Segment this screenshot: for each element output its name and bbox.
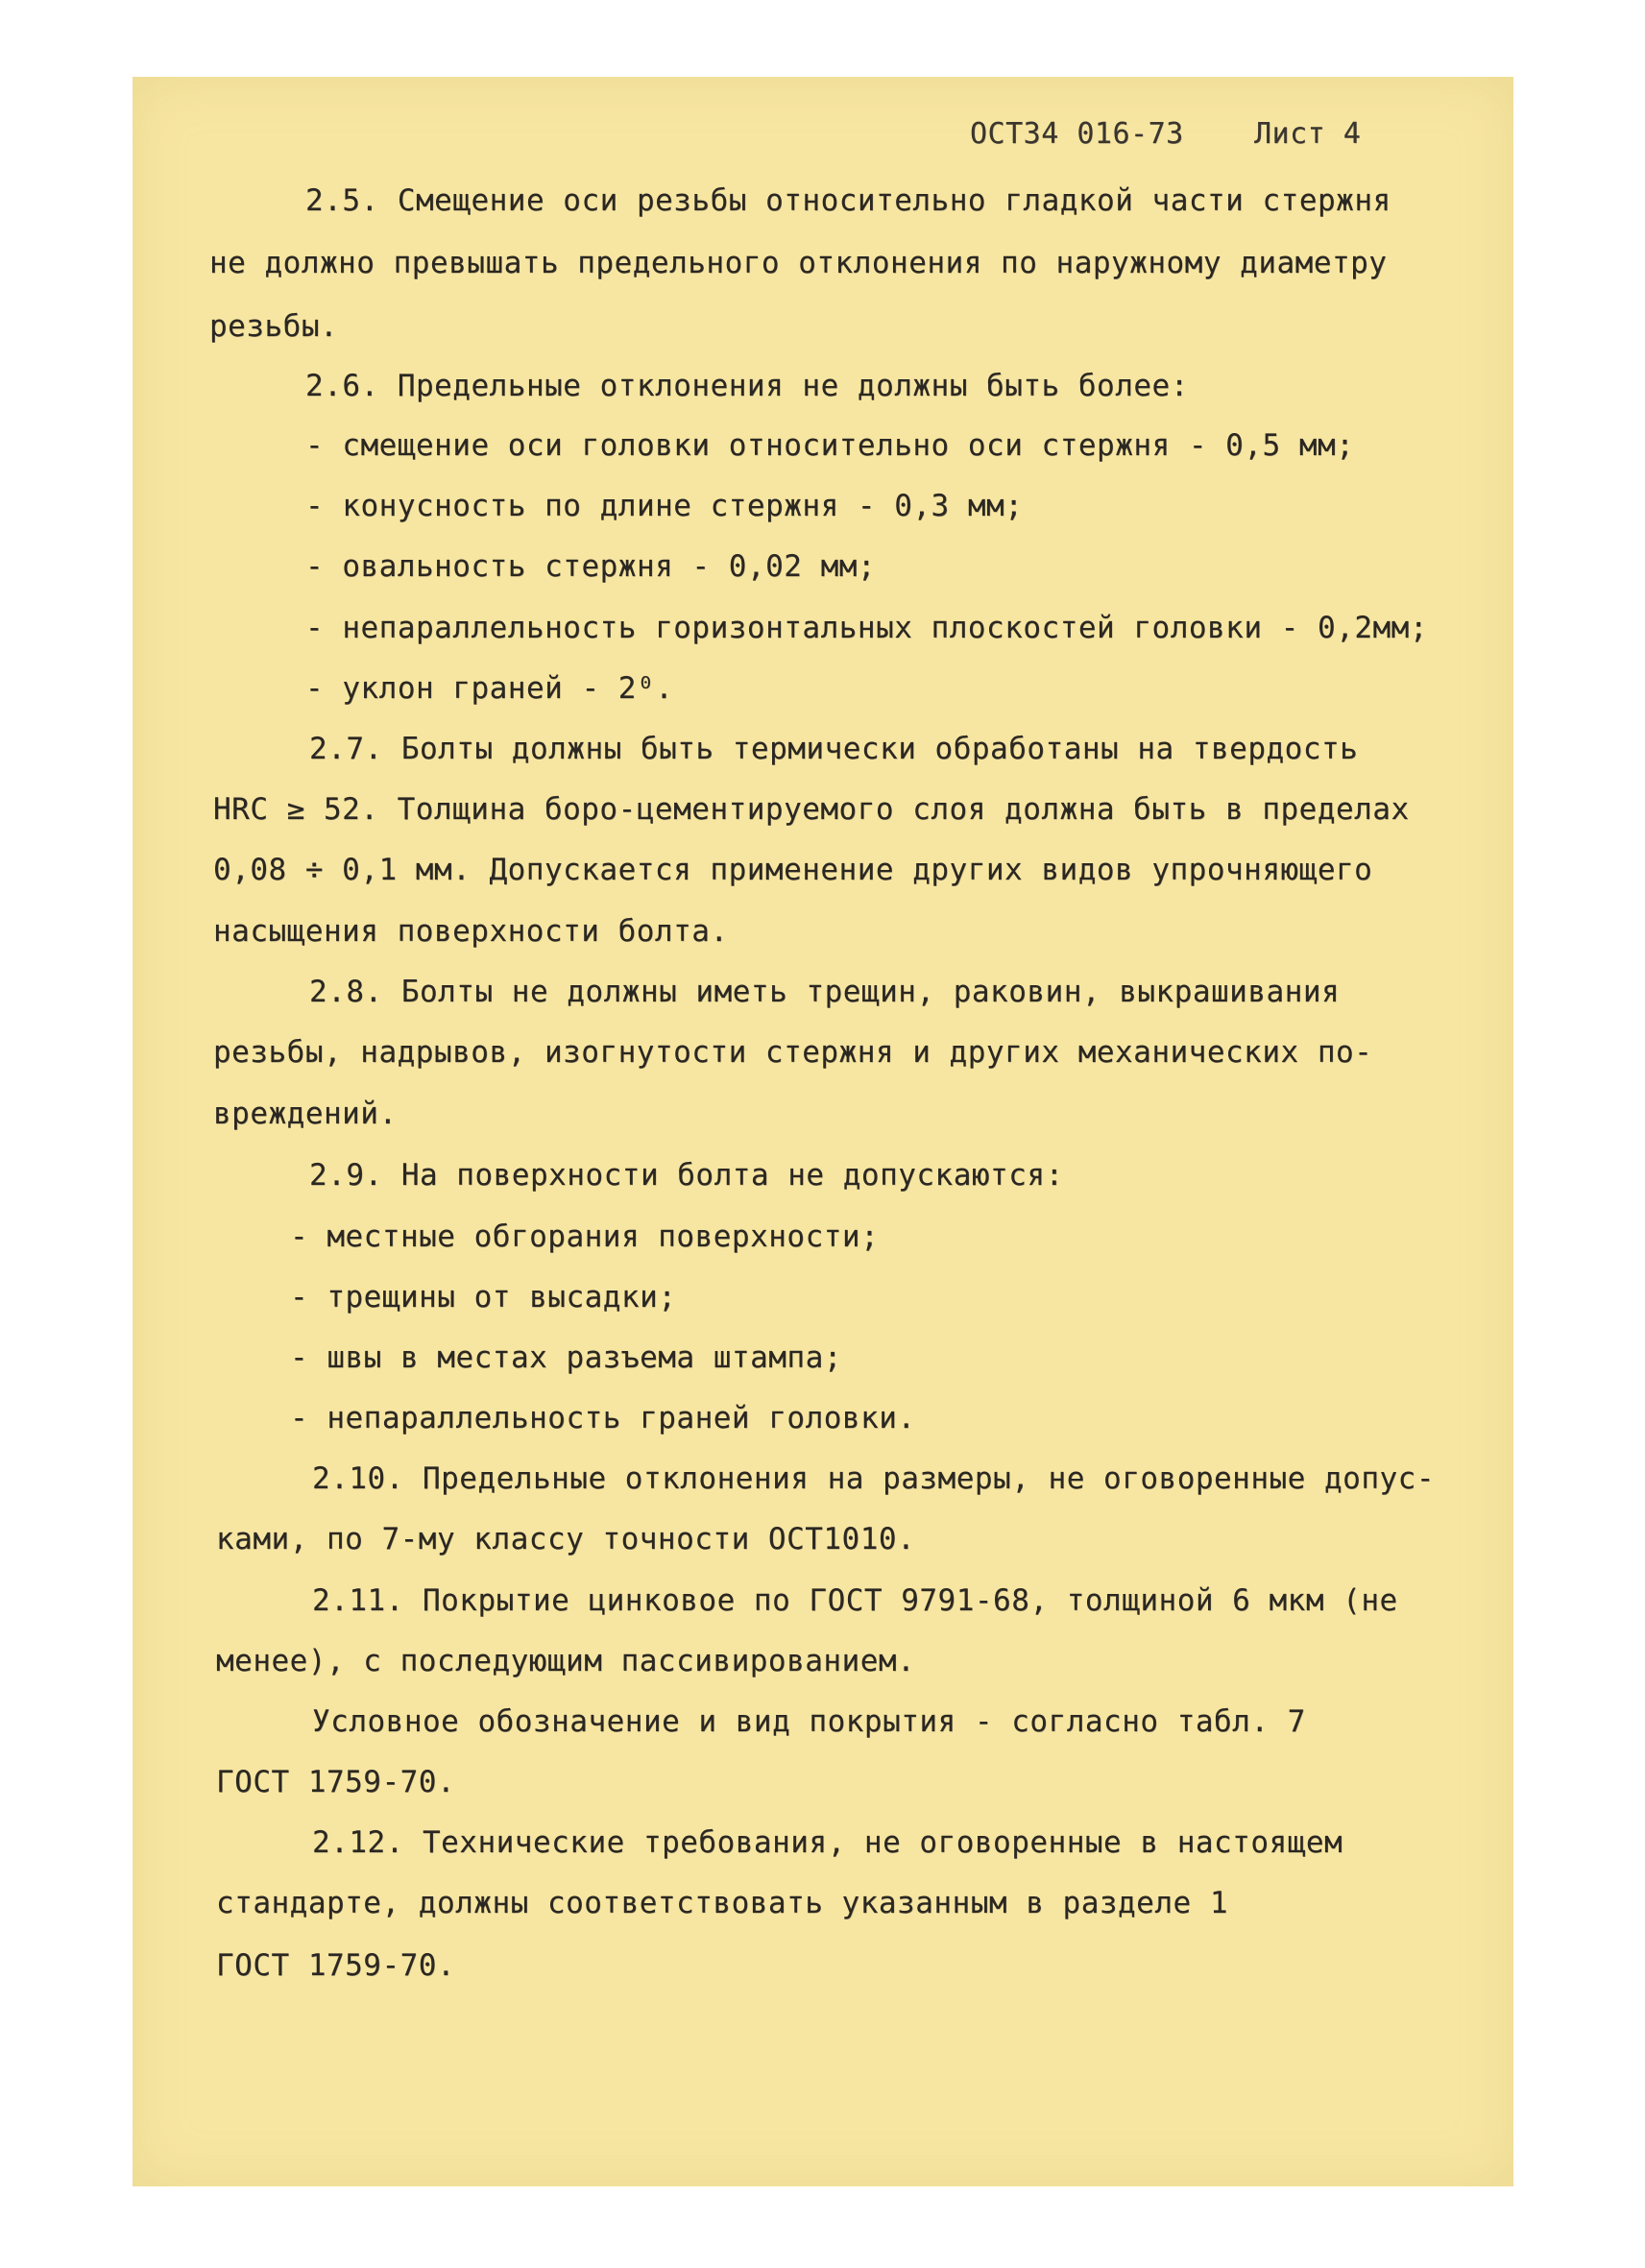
text-line: резьбы. xyxy=(209,309,339,344)
text-line: насыщения поверхности болта. xyxy=(213,914,729,949)
text-line: - смещение оси головки относительно оси стержня - 0,5 мм; xyxy=(305,428,1355,463)
text-line: менее), с последующим пассивированием. xyxy=(216,1644,916,1678)
text-line: 2.10. Предельные отклонения на размеры, не оговоренные допус- xyxy=(312,1461,1435,1496)
text-line: 2.11. Покрытие цинковое по ГОСТ 9791-68, толщиной 6 мкм (не xyxy=(312,1583,1398,1618)
text-line: - овальность стержня - 0,02 мм; xyxy=(305,549,877,584)
text-line: - уклон граней - 2⁰. xyxy=(305,671,674,706)
sheet-number: Лист 4 xyxy=(1254,117,1362,151)
text-line: 2.7. Болты должны быть термически обработаны на твердость xyxy=(309,732,1359,766)
text-line: вреждений. xyxy=(213,1097,398,1131)
text-line: 2.6. Предельные отклонения не должны быть более: xyxy=(305,369,1189,403)
text-line: - трещины от высадки; xyxy=(290,1280,677,1315)
text-line: - швы в местах разъема штампа; xyxy=(290,1340,842,1375)
text-line: ками, по 7-му классу точности ОСТ1010. xyxy=(216,1522,916,1556)
text-line: стандарте, должны соответствовать указанным в разделе 1 xyxy=(216,1886,1228,1920)
text-line: Условное обозначение и вид покрытия - согласно табл. 7 xyxy=(312,1704,1306,1739)
text-line: - конусность по длине стержня - 0,3 мм; xyxy=(305,489,1024,523)
text-line: не должно превышать предельного отклонения по наружному диаметру xyxy=(209,246,1388,280)
text-line: 2.9. На поверхности болта не допускаются: xyxy=(309,1158,1064,1193)
text-line: - местные обгорания поверхности; xyxy=(290,1219,880,1254)
text-line: - непараллельность горизонтальных плоскостей головки - 0,2мм; xyxy=(305,611,1428,645)
text-line: HRC ≥ 52. Толщина боро-цементируемого слоя должна быть в пределах xyxy=(213,792,1410,827)
text-line: 2.5. Смещение оси резьбы относительно гладкой части стержня xyxy=(305,183,1391,218)
text-line: резьбы, надрывов, изогнутости стержня и других механических по- xyxy=(213,1035,1373,1070)
text-line: 2.12. Технические требования, не оговоренные в настоящем xyxy=(312,1825,1343,1860)
document-code: ОСТ34 016-73 xyxy=(970,117,1184,151)
text-line: 0,08 ÷ 0,1 мм. Допускается применение других видов упрочняющего xyxy=(213,853,1373,887)
text-line: ГОСТ 1759-70. xyxy=(216,1765,456,1799)
text-line: - непараллельность граней головки. xyxy=(290,1401,916,1436)
text-line: ГОСТ 1759-70. xyxy=(216,1948,456,1983)
text-line: 2.8. Болты не должны иметь трещин, раковин, выкрашивания xyxy=(309,975,1341,1009)
